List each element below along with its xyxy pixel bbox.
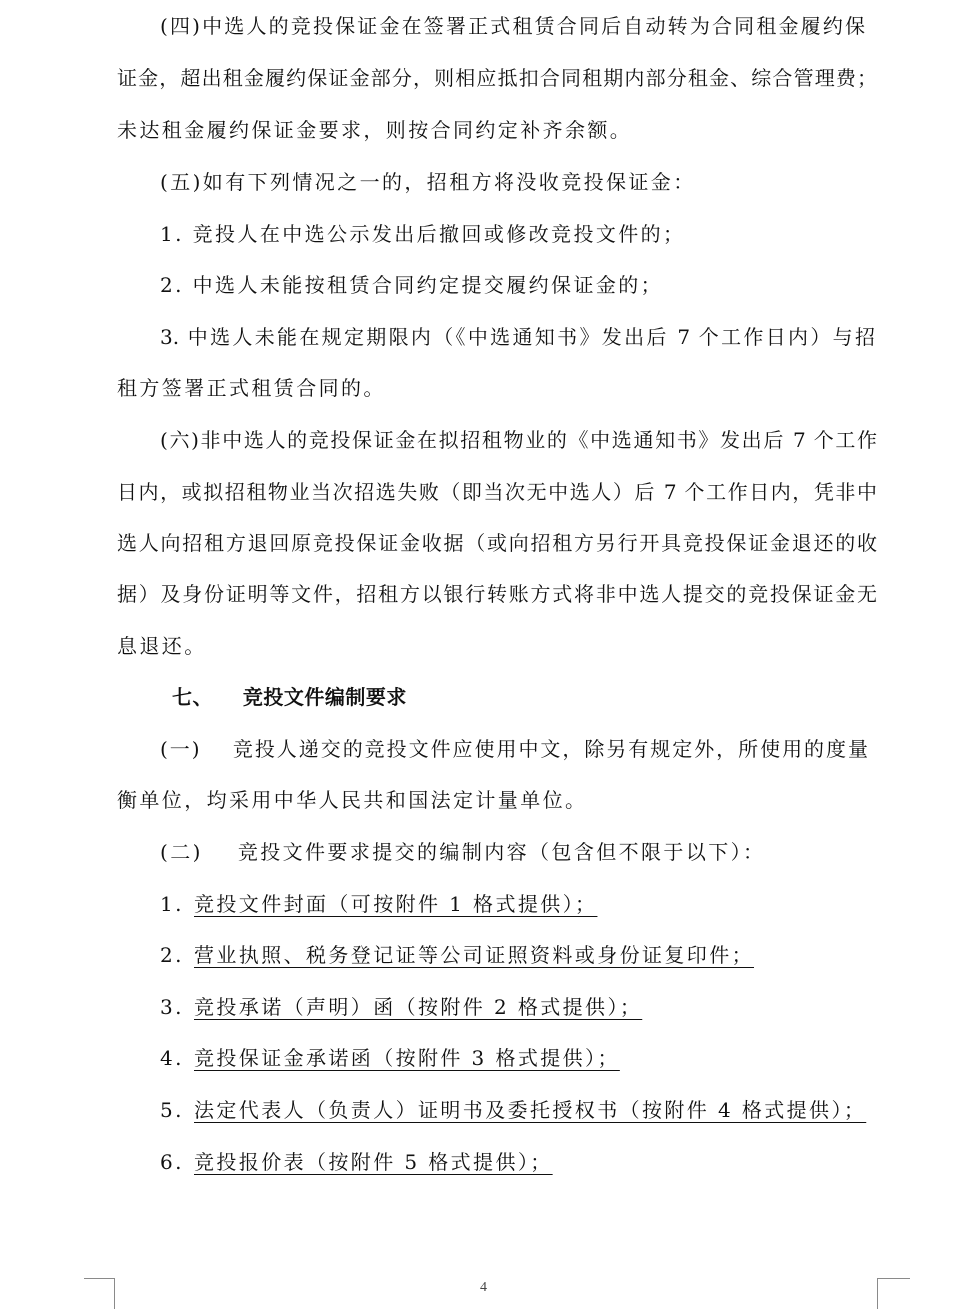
- paragraph-5-item-2: 2. 中选人未能按租赁合同约定提交履约保证金的；: [160, 273, 664, 297]
- list-item-text: 竞投文件封面（可按附件 1 格式提供）；: [194, 892, 598, 916]
- paragraph-6-line-4: 据）及身份证明等文件，招租方以银行转账方式将非中选人提交的竞投保证金无: [117, 582, 877, 606]
- list-item-number: 6.: [160, 1150, 184, 1174]
- list-item: [160, 994, 642, 1020]
- list-item-number: 1.: [160, 892, 184, 916]
- list-item-text: 竞投承诺（声明）函（按附件 2 格式提供）；: [194, 995, 643, 1019]
- paragraph-5-item-3-line-2: 租方签署正式租赁合同的。: [117, 376, 386, 400]
- list-item: [160, 1097, 866, 1123]
- paragraph-6-line-5: 息退还。: [117, 634, 207, 658]
- section-7-sub-1-line-1: (一) 竞投人递交的竞投文件应使用中文，除另有规定外，所使用的度量: [160, 737, 868, 761]
- paragraph-6-line-1: (六)非中选人的竞投保证金在拟招租物业的《中选通知书》发出后 7 个工作: [160, 428, 877, 452]
- paragraph-4-line-2: 证金，超出租金履约保证金部分，则相应抵扣合同租期内部分租金、综合管理费；: [117, 66, 877, 90]
- list-item-number: 5.: [160, 1098, 184, 1122]
- page-number: 4: [480, 1280, 487, 1295]
- list-item: [160, 1149, 553, 1175]
- list-item-number: 2.: [160, 943, 184, 967]
- paragraph-4-line-1: (四)中选人的竞投保证金在签署正式租赁合同后自动转为合同租金履约保: [160, 14, 865, 38]
- paragraph-4-line-3: 未达租金履约保证金要求，则按合同约定补齐余额。: [117, 118, 633, 142]
- list-item-number: 4.: [160, 1046, 184, 1070]
- section-7-heading: 七、 竞投文件编制要求: [172, 685, 407, 709]
- paragraph-6-line-2: 日内，或拟招租物业当次招选失败（即当次无中选人）后 7 个工作日内，凭非中: [117, 480, 877, 504]
- paragraph-5-intro: (五)如有下列情况之一的，招租方将没收竞投保证金：: [160, 170, 696, 194]
- list-item-text: 竞投报价表（按附件 5 格式提供）；: [194, 1150, 553, 1174]
- paragraph-6-line-3: 选人向招租方退回原竞投保证金收据（或向招租方另行开具竞投保证金退还的收: [117, 531, 877, 555]
- section-7-sub-2-intro: (二) 竞投文件要求提交的编制内容（包含但不限于以下）：: [160, 840, 766, 864]
- list-item-number: 3.: [160, 995, 184, 1019]
- list-item: [160, 1045, 620, 1071]
- section-7-sub-1-line-2: 衡单位，均采用中华人民共和国法定计量单位。: [117, 788, 588, 812]
- list-item-text: 竞投保证金承诺函（按附件 3 格式提供）；: [194, 1046, 620, 1070]
- list-item-text: 营业执照、税务登记证等公司证照资料或身份证复印件；: [194, 943, 754, 967]
- list-item: [160, 891, 597, 917]
- list-item: [160, 942, 754, 968]
- paragraph-5-item-1: 1. 竞投人在中选公示发出后撤回或修改竞投文件的；: [160, 222, 686, 246]
- list-item-text: 法定代表人（负责人）证明书及委托授权书（按附件 4 格式提供）；: [194, 1098, 867, 1122]
- paragraph-5-item-3-line-1: 3. 中选人未能在规定期限内（《中选通知书》发出后 7 个工作日内）与招: [160, 325, 875, 349]
